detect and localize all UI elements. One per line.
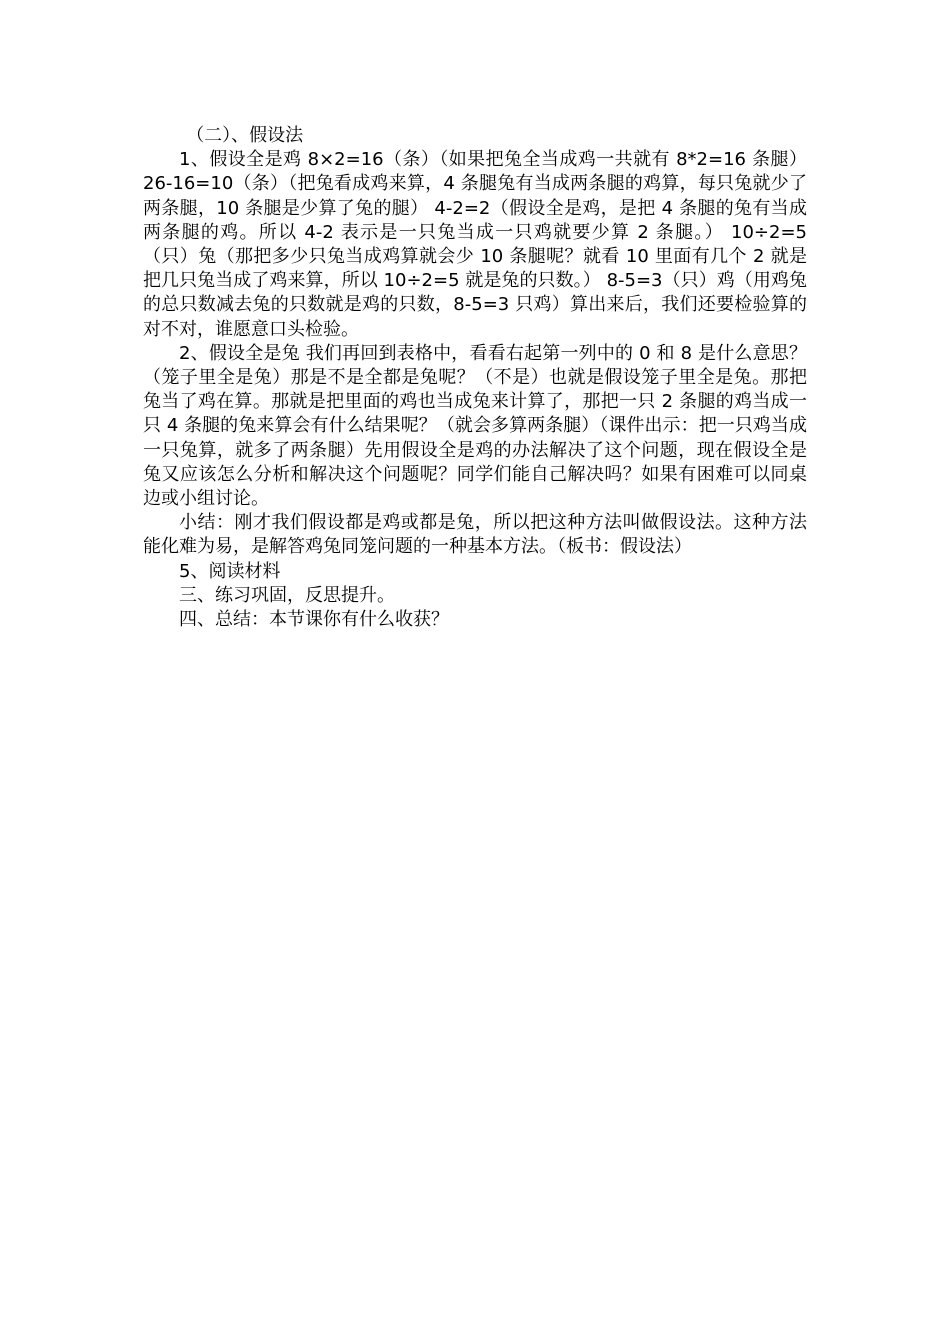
paragraph-assume-all-chickens: 1、假设全是鸡 8×2=16（条）（如果把兔全当成鸡一共就有 8*2=16 条腿） 26-16=10（条）（把兔看成鸡来算，4 条腿兔有当成两条腿的鸡算，每只兔就少了两条腿，10 条腿是少算了兔的腿） 4-2=2（假设全是鸡，是把 4 条腿的兔有当成两条腿的鸡。所以 4-2 表示是一只兔当成一只鸡就要少算 2 条腿。） 10÷2=5（只）兔（那把多少只兔当成鸡算就会少 10 条腿呢？就看 10 里面有几个 2 就是把几只兔当成了鸡来算，所以 10÷2=5 就是兔的只数。） 8-5=3（只）鸡（用鸡兔的总只数减去兔的只数就是鸡的只数，8-5=3 只鸡）算出来后，我们还要检验算的对不对，谁愿意口头检验。: [143, 149, 807, 340]
paragraph-conclusion: 四、总结：本节课你有什么收获？: [179, 609, 449, 631]
section-heading-assumption-method: （二）、假设法: [186, 125, 304, 146]
paragraph-assume-all-rabbits: 2、假设全是兔 我们再回到表格中，看看右起第一列中的 0 和 8 是什么意思？（笼子里全是兔）那是不是全都是兔呢？（不是）也就是假设笼子里全是兔。那把兔当了鸡在算。那就是把里面的鸡也当成兔来计算了，那把一只 2 条腿的鸡当成一只 4 条腿的兔来算会有什么结果呢？（就会多算两条腿）（课件出示：把一只鸡当成一只兔算，就多了两条腿）先用假设全是鸡的办法解决了这个问题，现在假设全是兔又应该怎么分析和解决这个问题呢？同学们能自己解决吗？如果有困难可以同桌边或小组讨论。: [143, 342, 807, 510]
document-body: [143, 124, 807, 632]
paragraph-summary: 小结：刚才我们假设都是鸡或都是兔，所以把这种方法叫做假设法。这种方法能化难为易，是解答鸡兔同笼问题的一种基本方法。（板书：假设法）: [143, 512, 807, 558]
paragraph-reading-material: 5、阅读材料: [179, 560, 281, 582]
paragraph-practice: 三、练习巩固，反思提升。: [179, 584, 395, 606]
